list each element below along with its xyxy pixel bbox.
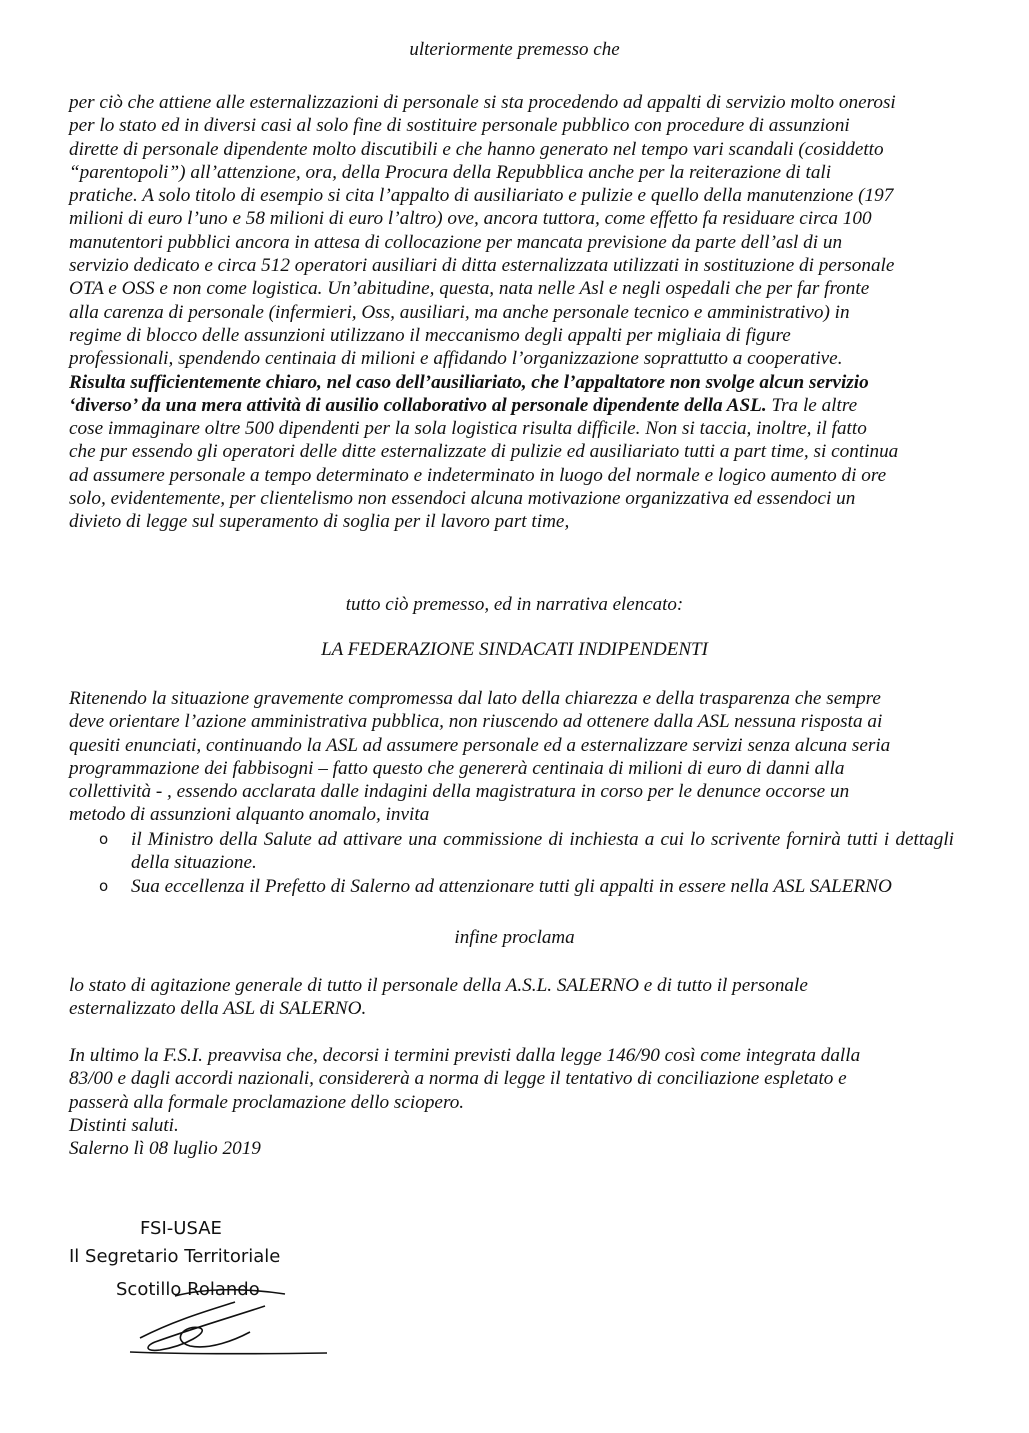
text-line: In ultimo la F.S.I. preavvisa che, decorsi i termini previsti dalla legge 146/90 così come integrata dalla <box>69 1045 861 1066</box>
text-line: alla carenza di personale (infermieri, Oss, ausiliari, ma anche personale tecnico e amministrativo) in <box>69 301 850 323</box>
text-line: collettività - , essendo acclarata dalle indagini della magistratura in corso per le denunce occorse un <box>69 781 850 803</box>
text-line: per lo stato ed in diversi casi al solo fine di sostituire personale pubblico con procedure di assunzioni <box>69 115 850 137</box>
text-line: manutentori pubblici ancora in attesa di collocazione per mancata previsione da parte dell’asl di un <box>69 231 843 253</box>
text-line-mixed <box>69 394 954 417</box>
text-line: regime di blocco delle assunzioni utilizzano il meccanismo degli appalti per migliaia di figure <box>69 324 791 346</box>
paragraph-ritenendo <box>69 687 954 827</box>
text-line: 83/00 e dagli accordi nazionali, considererà a norma di legge il tentativo di conciliazione espletato e <box>69 1068 847 1090</box>
invitation-list <box>69 828 954 898</box>
bullet-marker-icon: o <box>99 830 109 848</box>
text-line: divieto di legge sul superamento di soglia per il lavoro part time, <box>69 511 570 533</box>
paragraph-agitazione <box>69 974 954 1021</box>
handwritten-signature-icon <box>115 1280 345 1370</box>
text-line: metodo di assunzioni alquanto anomalo, invita <box>69 804 430 826</box>
text-line: Ritenendo la situazione gravemente compromessa dal lato della chiarezza e della trasparenza che sempre <box>69 688 881 709</box>
bold-statement-2: ‘diverso’ da una mera attività di ausilio collaborativo al personale dipendente della ASL. <box>69 394 767 416</box>
heading-tutto-premesso: tutto ciò premesso, ed in narrativa elencato: <box>345 594 684 615</box>
bullet-marker-icon: o <box>99 876 109 895</box>
text-line-bold <box>69 371 954 394</box>
text-line: cose immaginare oltre 500 dipendenti per la sola logistica risulta difficile. Non si taccia, inoltre, il fatto <box>69 418 867 440</box>
text-line: solo, evidentemente, per clientelismo non essendoci alcuna motivazione organizzativa ed essendoci un <box>69 488 856 510</box>
text-line: quesiti enunciati, continuando la ASL ad assumere personale ed a esternalizzare servizi senza alcuna seria <box>69 734 891 756</box>
closing-salutation: Distinti saluti. <box>69 1114 179 1136</box>
text-line: passerà alla formale proclamazione dello sciopero. <box>69 1091 465 1113</box>
text-line: professionali, spendendo centinaia di milioni e affidando l’organizzazione soprattutto a cooperative. <box>69 348 843 370</box>
bold-statement-1: Risulta sufficientemente chiaro, nel caso dell’ausiliariato, che l’appaltatore non svolge alcun servizio <box>69 371 869 393</box>
list-item-text: Sua eccellenza il Prefetto di Salerno ad attenzionare tutti gli appalti in essere nella ASL SALERNO <box>131 875 892 897</box>
text-line: “parentopoli”) all’attenzione, ora, della Procura della Repubblica anche per la reiterazione di tali <box>69 161 832 183</box>
heading-proclama: infine proclama <box>454 927 575 948</box>
list-item <box>69 828 954 875</box>
place-date: Salerno lì 08 luglio 2019 <box>69 1138 261 1160</box>
text-line: lo stato di agitazione generale di tutto il personale della A.S.L. SALERNO e di tutto il personale <box>69 975 808 996</box>
text-line: pratiche. A solo titolo di esempio si cita l’appalto di ausiliariato e pulizie e quello della manutenzione (197 <box>69 185 894 207</box>
signature-name: Scotillo Rolando <box>116 1279 260 1300</box>
heading-federazione: LA FEDERAZIONE SINDACATI INDIPENDENTI <box>321 639 708 660</box>
signature-role: Il Segretario Territoriale <box>69 1246 281 1267</box>
list-item <box>69 875 954 898</box>
heading-premesso: ulteriormente premesso che <box>409 39 620 60</box>
paragraph-esternalizzazioni <box>69 91 954 534</box>
list-item-text: il Ministro della Salute ad attivare una commissione di inchiesta a cui lo scrivente fornirà tutti i dettagli della situazione. <box>131 829 954 874</box>
text-line: per ciò che attiene alle esternalizzazioni di personale si sta procedendo ad appalti di servizio molto onerosi <box>69 92 896 113</box>
text-line: che pur essendo gli operatori delle ditte esternalizzate di pulizie ed ausiliariato tutti a part time, si continua <box>69 441 899 463</box>
text-line: ad assumere personale a tempo determinato e indeterminato in luogo del normale e logico aumento di ore <box>69 464 887 486</box>
text-line: OTA e OSS e non come logistica. Un’abitudine, questa, nata nelle Asl e negli ospedali che per far fronte <box>69 278 870 300</box>
text-line: servizio dedicato e circa 512 operatori ausiliari di ditta esternalizzata utilizzati in sostituzione di personale <box>69 255 895 277</box>
text-line: programmazione dei fabbisogni – fatto questo che genererà centinaia di milioni di euro di danni alla <box>69 757 845 779</box>
text-fragment: Tra le altre <box>766 394 858 416</box>
text-line: milioni di euro l’uno e 58 milioni di euro l’altro) ove, ancora tuttora, come effetto fa residuare circa 100 <box>69 208 872 230</box>
text-line: esternalizzato della ASL di SALERNO. <box>69 998 367 1020</box>
text-line: deve orientare l’azione amministrativa pubblica, non riuscendo ad ottenere dalla ASL nessuna risposta ai <box>69 711 883 733</box>
paragraph-preavviso <box>69 1044 954 1160</box>
text-line: dirette di personale dipendente molto discutibili e che hanno generato nel tempo vari scandali (cosiddetto <box>69 138 884 160</box>
signature-organization: FSI-USAE <box>140 1218 222 1239</box>
